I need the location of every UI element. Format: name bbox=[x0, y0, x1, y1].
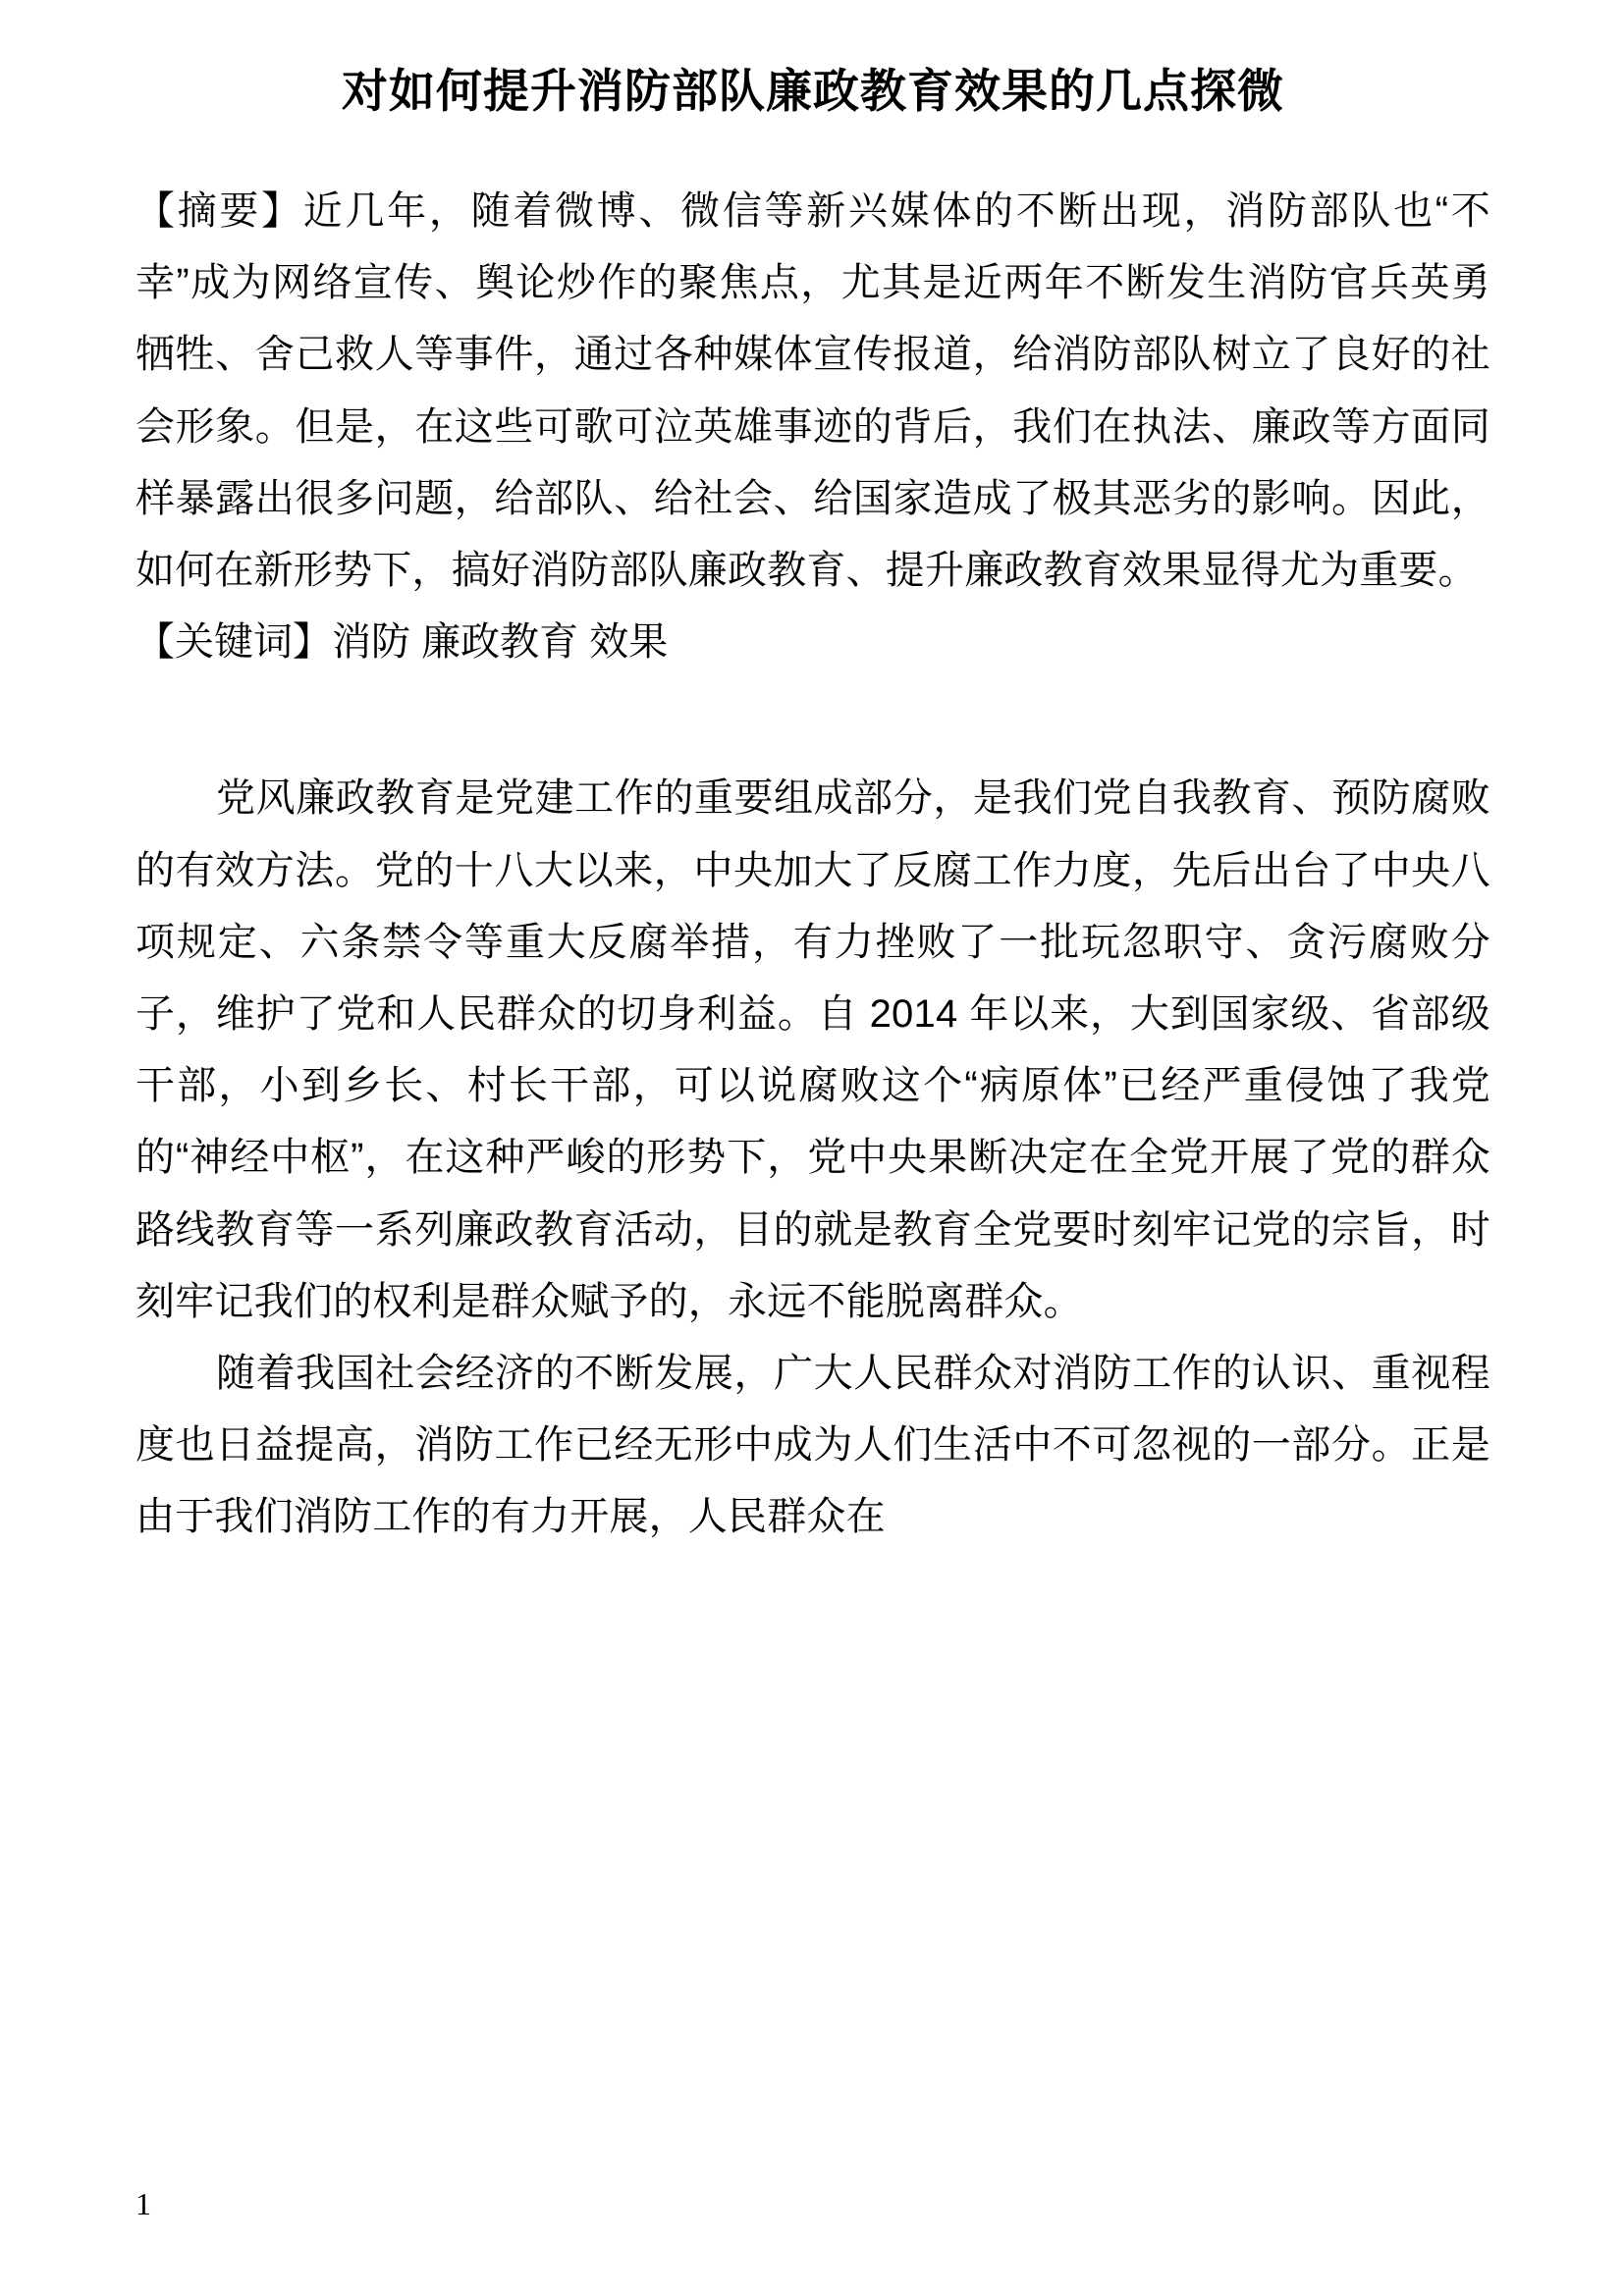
page-number: 1 bbox=[135, 2186, 151, 2221]
abstract-section bbox=[135, 176, 1490, 678]
body-paragraph-1: 党风廉政教育是党建工作的重要组成部分，是我们党自我教育、预防腐败的有效方法。党的十八大以来，中央加大了反腐工作力度，先后出台了中央八项规定、六条禁令等重大反腐举措，有力挫败了一批玩忽职守、贪污腐败分子，维护了党和人民群众的切身利益。自 2014 年以来，大到国家级、省部级干部，小到乡长、村长干部，可以说腐败这个“病原体”已经严重侵蚀了我党的“神经中枢”，在这种严峻的形势下，党中央果断决定在全党开展了党的群众路线教育等一系列廉政教育活动，目的就是教育全党要时刻牢记党的宗旨，时刻牢记我们的权利是群众赋予的，永远不能脱离群众。 bbox=[135, 776, 1490, 1323]
keywords-line: 【关键词】消防 廉政教育 效果 bbox=[135, 620, 669, 665]
abstract-paragraph: 【摘要】近几年，随着微博、微信等新兴媒体的不断出现，消防部队也“不幸”成为网络宣传、舆论炒作的聚焦点，尤其是近两年不断发生消防官兵英勇牺牲、舍己救人等事件，通过各种媒体宣传报道，给消防部队树立了良好的社会形象。但是，在这些可歌可泣英雄事迹的背后，我们在执法、廉政等方面同样暴露出很多问题，给部队、给社会、给国家造成了极其恶劣的影响。因此，如何在新形势下，搞好消防部队廉政教育、提升廉政教育效果显得尤为重要。 bbox=[135, 189, 1490, 593]
page-title: 对如何提升消防部队廉政教育效果的几点探微 bbox=[342, 65, 1284, 117]
body-paragraph-2: 随着我国社会经济的不断发展，广大人民群众对消防工作的认识、重视程度也日益提高，消防工作已经无形中成为人们生活中不可忽视的一部分。正是由于我们消防工作的有力开展，人民群众在 bbox=[135, 1351, 1490, 1539]
body-section bbox=[135, 763, 1490, 1553]
page-content bbox=[135, 0, 1490, 1553]
